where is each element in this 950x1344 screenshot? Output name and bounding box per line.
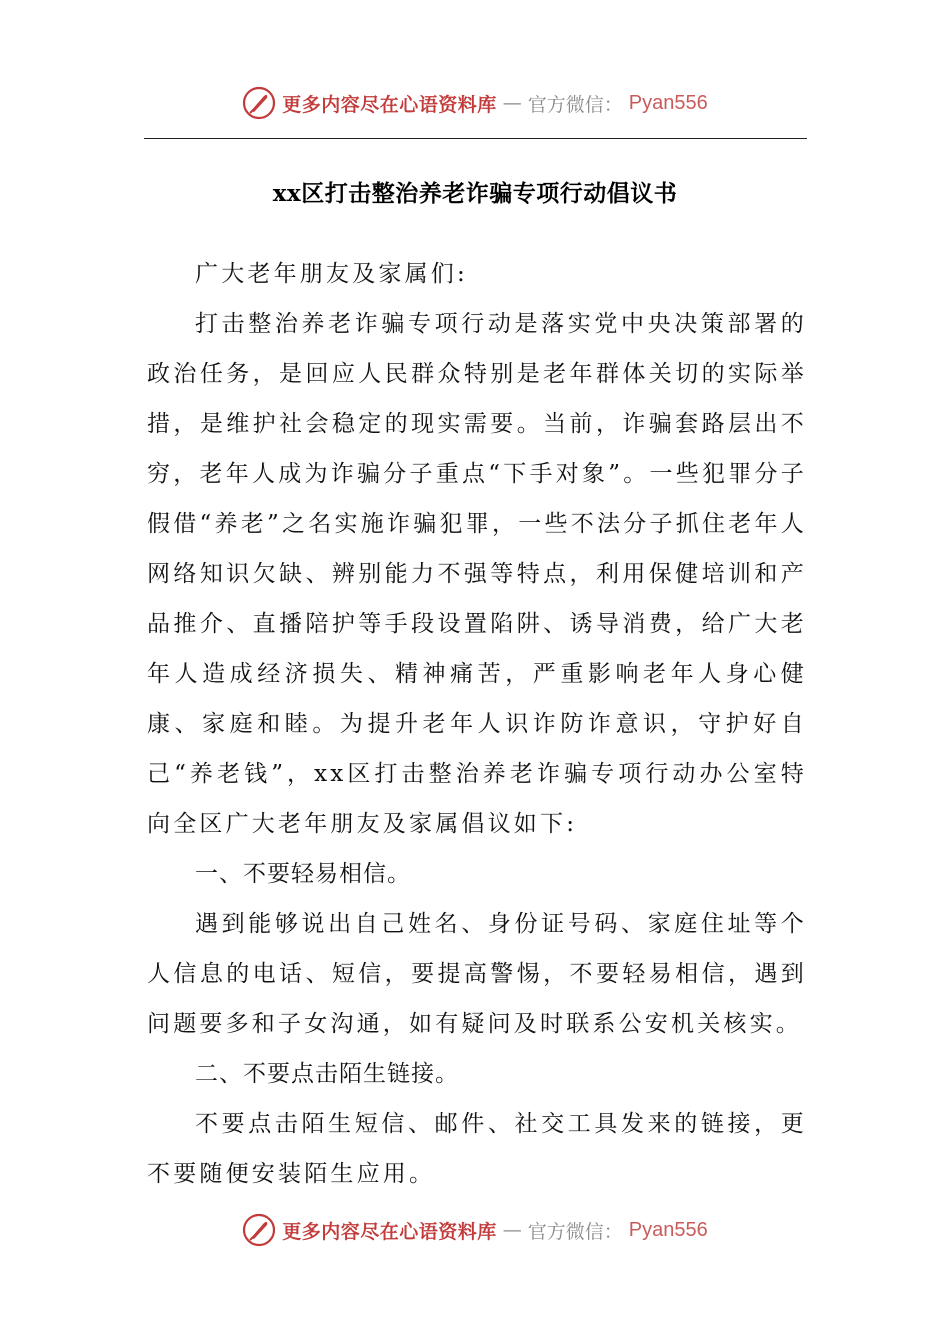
section-2-heading: 二、不要点击陌生链接。 [195, 1061, 459, 1087]
header-divider [144, 138, 807, 139]
quill-pen-logo-icon [242, 1213, 276, 1247]
brand-dash: — [502, 92, 522, 114]
salutation: 广大老年朋友及家属们: [195, 261, 468, 287]
header-watermark [0, 83, 950, 123]
brand-wechat-id: Pyan556 [628, 1218, 708, 1241]
brand-official-label: 官方微信： [527, 1220, 623, 1243]
brand-official-label: 官方微信： [527, 93, 623, 116]
quill-pen-logo-icon [242, 86, 276, 120]
document-body [147, 249, 807, 1199]
intro-paragraph: 打击整治养老诈骗专项行动是落实党中央决策部署的政治任务，是回应人民群众特别是老年群体关切的实际举措，是维护社会稳定的现实需要。当前，诈骗套路层出不穷，老年人成为诈骗分子重点“下手对象”。一些犯罪分子假借“养老”之名实施诈骗犯罪，一些不法分子抓住老年人网络知识欠缺、辨别能力不强等特点，利用保健培训和产品推介、直播陪护等手段设置陷阱、诱导消费，给广大老年人造成经济损失、精神痛苦，严重影响老年人身心健康、家庭和睦。为提升老年人识诈防诈意识，守护好自己“养老钱”，xx区打击整治养老诈骗专项行动办公室特向全区广大老年朋友及家属倡议如下: [147, 311, 807, 837]
brand-dash: — [502, 1219, 522, 1241]
document-title: xx区打击整治养老诈骗专项行动倡议书 [272, 180, 678, 207]
section-1-body: 遇到能够说出自己姓名、身份证号码、家庭住址等个人信息的电话、短信，要提高警惕，不要轻易相信，遇到问题要多和子女沟通，如有疑问及时联系公安机关核实。 [147, 911, 807, 1037]
brand-main-text: 更多内容尽在心语资料库 [282, 1220, 497, 1243]
brand-main-text: 更多内容尽在心语资料库 [282, 93, 497, 116]
footer-watermark [0, 1210, 950, 1250]
section-1-heading: 一、不要轻易相信。 [195, 861, 411, 887]
brand-wechat-id: Pyan556 [628, 91, 708, 114]
section-2-body: 不要点击陌生短信、邮件、社交工具发来的链接，更不要随便安装陌生应用。 [147, 1111, 807, 1187]
